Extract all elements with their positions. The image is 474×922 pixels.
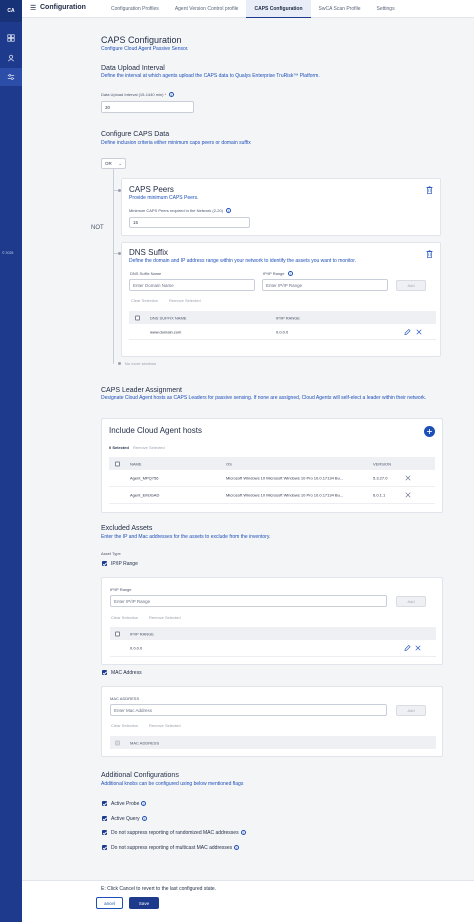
col-ip-range: IP/IP RANGE bbox=[276, 315, 300, 320]
caps-peers-field-label-text: Minimum CAPS Peers required in the Network (2-20) bbox=[129, 208, 224, 213]
additional-desc: Additional knobs can be configured using below mentioned flags bbox=[101, 781, 244, 787]
select-all-checkbox[interactable] bbox=[135, 315, 140, 320]
dashboard-icon[interactable] bbox=[5, 32, 17, 44]
col-dns-suffix-name: DNS SUFFIX NAME bbox=[150, 315, 187, 320]
required-marker: * bbox=[164, 92, 167, 97]
dns-suffix-field-label: DNS Suffix Name bbox=[130, 271, 162, 276]
operator-value: OR bbox=[105, 161, 112, 166]
excluded-ip-field-label: IP/IP Range bbox=[110, 587, 132, 592]
tab-swca-scan-profile[interactable]: SwCA Scan Profile bbox=[318, 6, 361, 12]
chevron-down-icon: ⌄ bbox=[118, 161, 122, 166]
no-more-sections-text: No more sections bbox=[125, 361, 157, 366]
asset-type-label: Asset Type bbox=[101, 551, 121, 556]
edit-icon[interactable] bbox=[404, 645, 411, 652]
multicast-mac-checkbox[interactable] bbox=[102, 845, 107, 850]
footer-note: E: Click Cancel to revert to the last configured state. bbox=[101, 886, 217, 892]
tab-configuration-profiles[interactable]: Configuration Profiles bbox=[111, 6, 159, 12]
caps-peers-desc: Provide minimum CAPS Peers. bbox=[129, 195, 199, 201]
host-os-cell: Microsoft Windows 10 Microsoft Windows 10 Pro 10.0.17134 Bu... bbox=[226, 492, 344, 498]
caps-peers-field-label bbox=[129, 208, 231, 213]
dns-clear-selection-link[interactable]: Clear Selection bbox=[131, 298, 159, 303]
col-os: OS bbox=[226, 461, 232, 466]
select-all-checkbox[interactable] bbox=[115, 461, 120, 466]
mac-clear-selection-link[interactable]: Clear Selection bbox=[111, 723, 139, 728]
leader-desc: Designate Cloud Agent hosts as CAPS Leaders for passive sensing. If none are assigned, Cloud Agents will self-elect a leader within their network. bbox=[101, 395, 427, 401]
table-row[interactable] bbox=[109, 470, 435, 487]
hosts-remove-selected-link[interactable]: Remove Selected bbox=[133, 445, 165, 450]
randomized-mac-label bbox=[111, 830, 246, 836]
app-title: Configuration bbox=[40, 4, 86, 11]
host-name-cell: Agent_MPQ756 bbox=[130, 475, 159, 481]
ip-range-cell: 0.0.0.0 bbox=[276, 329, 289, 334]
edit-icon[interactable] bbox=[404, 328, 411, 335]
multicast-mac-label bbox=[111, 845, 239, 851]
mac-table-header bbox=[110, 736, 436, 749]
mac-field-label: MAC ADDRESS bbox=[110, 696, 140, 701]
tree-line bbox=[113, 169, 114, 364]
dns-ip-input[interactable]: Enter IP/IP Range bbox=[262, 279, 388, 291]
cancel-button[interactable]: ancel bbox=[96, 897, 123, 909]
info-icon[interactable]: i bbox=[241, 830, 246, 835]
upload-desc: Define the interval at which agents upload the CAPS data to Qualys Enterprise TruRisk™ Platform. bbox=[101, 73, 320, 79]
close-icon[interactable] bbox=[405, 475, 411, 481]
dns-table-header bbox=[129, 311, 436, 324]
info-icon[interactable]: i bbox=[226, 208, 231, 213]
randomized-mac-label-text: Do not suppress reporting of randomized MAC addresses bbox=[111, 830, 239, 836]
upload-field-label-text: Data Upload Interval (15-1440 min) bbox=[101, 92, 164, 97]
not-operator-label: NOT bbox=[91, 225, 104, 231]
info-icon[interactable]: i bbox=[234, 845, 239, 850]
active-query-checkbox[interactable] bbox=[102, 816, 107, 821]
randomized-mac-checkbox[interactable] bbox=[102, 830, 107, 835]
table-row[interactable] bbox=[129, 324, 436, 340]
dns-ip-field-label-text: IP/IP Range bbox=[263, 271, 285, 276]
caps-peers-input[interactable]: 15 bbox=[129, 217, 250, 228]
tab-bar bbox=[103, 0, 403, 18]
close-icon[interactable] bbox=[415, 645, 421, 651]
additional-title: Additional Configurations bbox=[101, 772, 179, 779]
col-mac-address: MAC ADDRESS bbox=[130, 740, 160, 745]
dns-suffix-title: DNS Suffix bbox=[129, 248, 168, 257]
add-host-button[interactable] bbox=[424, 426, 435, 437]
left-nav bbox=[0, 0, 22, 922]
upload-field-label bbox=[101, 92, 174, 97]
host-version-cell: 6.0.1.1 bbox=[373, 492, 386, 498]
info-icon[interactable]: i bbox=[141, 801, 146, 806]
hosts-table-header bbox=[109, 457, 435, 470]
excluded-title: Excluded Assets bbox=[101, 525, 153, 532]
host-name-cell: Agent_EMJGAD bbox=[130, 492, 160, 498]
excluded-ip-input[interactable]: Enter IP/IP Range bbox=[110, 595, 387, 607]
page-subtitle: Configure Cloud Agent Passive Sensor. bbox=[101, 46, 189, 52]
multicast-mac-label-text: Do not suppress reporting of multicast MAC addresses bbox=[111, 845, 233, 851]
dns-add-button[interactable]: Add bbox=[396, 280, 426, 291]
dns-suffix-desc: Define the domain and IP address range within your network to identify the assets you want to monitor. bbox=[129, 258, 356, 264]
tree-node bbox=[118, 362, 121, 365]
mac-address-checkbox[interactable] bbox=[102, 670, 107, 675]
excluded-ip-add-button[interactable]: Add bbox=[396, 596, 426, 607]
dns-remove-selected-link[interactable]: Remove Selected bbox=[169, 298, 201, 303]
tab-caps-configuration[interactable]: CAPS Configuration bbox=[246, 0, 310, 18]
agents-icon[interactable] bbox=[5, 52, 17, 64]
delete-icon[interactable] bbox=[426, 250, 433, 258]
info-icon[interactable]: i bbox=[169, 92, 174, 97]
close-icon[interactable] bbox=[416, 329, 422, 335]
col-ip-range: IP/IP RANGE bbox=[130, 631, 154, 636]
active-query-label-text: Active Query bbox=[111, 816, 140, 822]
active-probe-label bbox=[111, 801, 146, 807]
mac-remove-selected-link[interactable]: Remove Selected bbox=[149, 723, 181, 728]
active-probe-checkbox[interactable] bbox=[102, 801, 107, 806]
dns-suffix-cell: www.domain.com bbox=[150, 329, 182, 334]
tab-agent-version-control[interactable]: Agent Version Control profile bbox=[174, 6, 239, 12]
mac-address-input[interactable]: Enter Mac Address bbox=[110, 704, 387, 716]
save-button[interactable]: Save bbox=[129, 897, 159, 909]
dns-ip-field-label bbox=[263, 271, 293, 276]
col-version: VERSION bbox=[373, 461, 392, 466]
ip-range-checkbox[interactable] bbox=[102, 561, 107, 566]
copyright: © 2025 bbox=[2, 251, 14, 255]
select-all-checkbox[interactable] bbox=[115, 631, 120, 636]
select-all-checkbox bbox=[115, 740, 120, 745]
footer-bar bbox=[22, 880, 474, 922]
table-row[interactable] bbox=[110, 640, 436, 657]
mac-add-button[interactable]: Add bbox=[396, 705, 426, 716]
avatar[interactable]: CA bbox=[0, 0, 22, 22]
host-os-cell: Microsoft Windows 10 Microsoft Windows 10 Pro 10.0.17134 Bu... bbox=[226, 475, 344, 481]
info-icon[interactable]: i bbox=[288, 271, 293, 276]
include-hosts-title: Include Cloud Agent hosts bbox=[109, 426, 202, 435]
selected-count: 0 Selected bbox=[109, 445, 129, 450]
dns-suffix-input[interactable]: Enter Domain Name bbox=[129, 279, 255, 291]
caps-data-desc: Define inclusion criteria either minimum caps peers or domain suffix bbox=[101, 140, 251, 146]
mac-address-checkbox-label: MAC Address bbox=[111, 670, 142, 676]
delete-icon[interactable] bbox=[426, 186, 433, 194]
excluded-desc: Enter the IP and Mac addresses for the assets to exclude from the inventory. bbox=[101, 534, 271, 540]
operator-select[interactable] bbox=[101, 158, 126, 169]
configuration-icon[interactable] bbox=[0, 68, 22, 86]
leader-title: CAPS Leader Assignment bbox=[101, 387, 182, 394]
ip-range-cell: 0.0.0.0 bbox=[130, 645, 143, 651]
host-version-cell: 5.3.27.0 bbox=[373, 475, 388, 481]
caps-peers-title: CAPS Peers bbox=[129, 185, 174, 194]
upload-title: Data Upload Interval bbox=[101, 65, 165, 72]
caps-data-title: Configure CAPS Data bbox=[101, 131, 170, 138]
tab-settings[interactable]: Settings bbox=[376, 6, 395, 12]
active-probe-label-text: Active Probe bbox=[111, 801, 140, 807]
top-bar bbox=[22, 0, 474, 18]
hamburger-icon[interactable]: ☰ bbox=[30, 5, 37, 12]
info-icon[interactable]: i bbox=[142, 816, 147, 821]
ip-range-checkbox-label: IP/IP Range bbox=[111, 561, 138, 567]
ip-remove-selected-link[interactable]: Remove Selected bbox=[149, 615, 181, 620]
ip-clear-selection-link[interactable]: Clear Selection bbox=[111, 615, 139, 620]
upload-interval-input[interactable]: 30 bbox=[101, 101, 194, 113]
col-name: NAME bbox=[130, 461, 142, 466]
active-query-label bbox=[111, 816, 147, 822]
page-title: CAPS Configuration bbox=[101, 35, 182, 45]
close-icon[interactable] bbox=[405, 492, 411, 498]
excluded-ip-table-header bbox=[110, 627, 436, 640]
table-row[interactable] bbox=[109, 487, 435, 504]
